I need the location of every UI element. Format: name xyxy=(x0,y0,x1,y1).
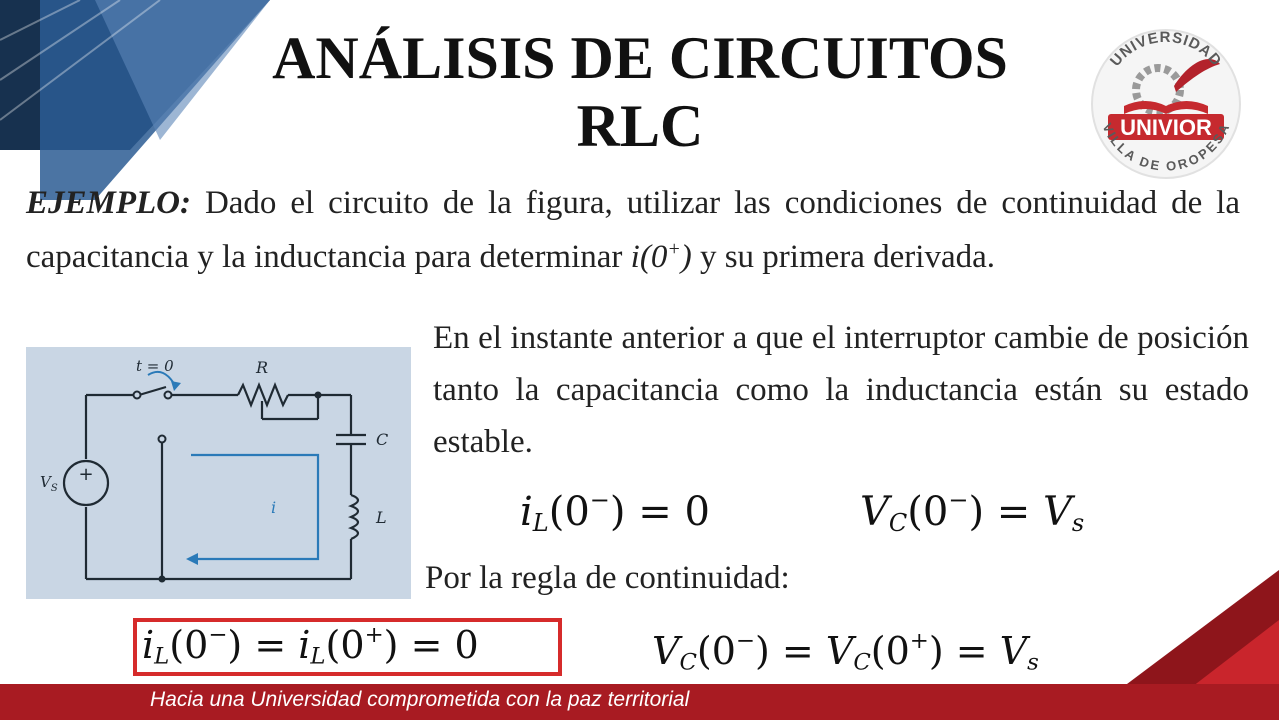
univior-logo xyxy=(1088,18,1244,186)
footer-slogan: Hacia una Universidad comprometida con la paz territorial xyxy=(150,688,690,711)
title-line-2: RLC xyxy=(576,93,704,159)
logo-name: UNIVIOR xyxy=(1120,115,1212,140)
continuity-rule-text: Por la regla de continuidad: xyxy=(425,560,790,596)
source-label: $V_S$ xyxy=(40,473,58,494)
example-statement xyxy=(26,180,1240,280)
switch-label: t = 0 xyxy=(136,357,174,375)
explanation-text: En el instante anterior a que el interruptor cambie de posición tanto la capacitancia como la inductancia están su estado estable. xyxy=(433,320,1249,460)
logo-arc-bottom: VILLA DE OROPESA xyxy=(1099,120,1233,174)
example-expression: i(0+) xyxy=(630,238,692,275)
circuit-figure xyxy=(26,347,411,599)
equation-vc-initial: $V_C(0^-) = V_s$ xyxy=(860,486,1085,537)
resistor-label: R xyxy=(256,358,269,377)
equation-il-initial: $i_L(0^-) = 0$ xyxy=(520,486,710,537)
logo-arc-top: UNIVERSIDAD xyxy=(1106,28,1226,70)
equation-il-continuity: $i_L(0^-) = i_L(0^+) = 0$ xyxy=(142,622,479,670)
title-line-1: ANÁLISIS DE CIRCUITOS xyxy=(272,25,1008,91)
inductor-label: L xyxy=(376,508,387,527)
example-text-before: Dado el circuito de la figura, utilizar las condiciones de continuidad de la capacitancia y la inductancia para determinar xyxy=(26,185,1240,275)
current-label: i xyxy=(271,498,277,517)
source-plus: + xyxy=(78,464,94,485)
example-text-after: y su primera derivada. xyxy=(691,239,995,275)
example-lead: EJEMPLO: xyxy=(26,185,191,221)
corner-decoration-top-left xyxy=(0,0,270,200)
equation-vc-continuity: $V_C(0^-) = V_C(0^+) = V_s$ xyxy=(652,628,1039,676)
capacitor-label: C xyxy=(376,430,389,449)
slide-title xyxy=(240,24,1040,160)
